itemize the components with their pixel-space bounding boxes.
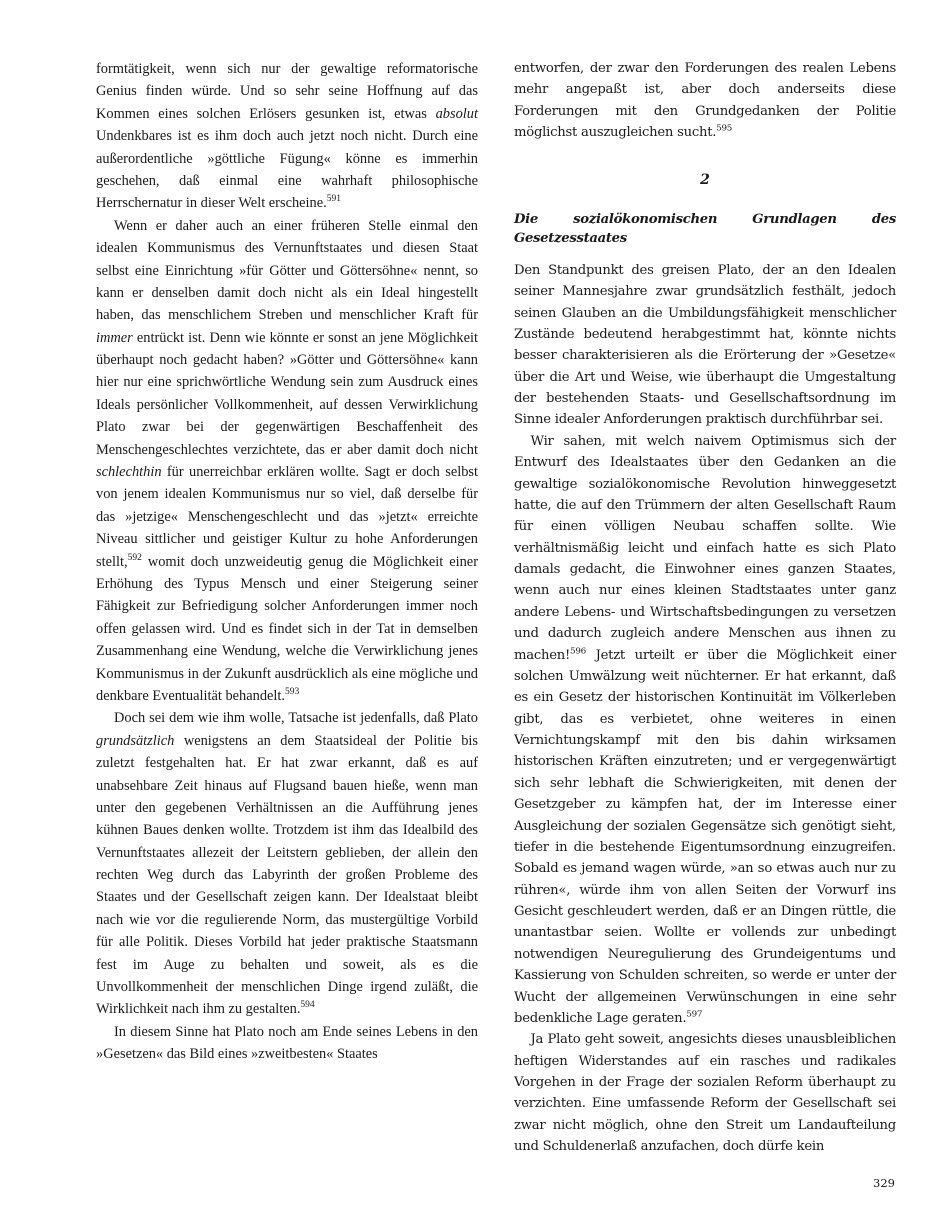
right-text-column: [514, 58, 896, 1155]
footnote-reference: 593: [285, 687, 300, 698]
section-number: 2: [700, 171, 710, 188]
section-title: Die sozialökonomischen Grundlagen des Gesetzesstaates: [514, 211, 896, 246]
two-column-text-body: [96, 58, 896, 1155]
paragraph: Wenn er daher auch an einer früheren Stelle einmal den idealen Kommunismus des Vernunftstaates und diesen Staat selbst eine Einrichtung »für Götter und Göttersöhne« nennt, so kann er denselben damit doch nicht als ein Ideal hingestellt haben, das menschlichem Streben und menschlicher Kraft für immer entrückt ist. Denn wie könnte er sonst an jene Möglichkeit überhaupt noch gedacht haben? »Götter und Göttersöhne« kann hier nur eine sprichwörtliche Wendung sein zum Ausdruck eines Ideals persönlicher Vollkommenheit, auf dessen Verwirklichung Plato zwar bei der gegenwärtigen Beschaffenheit des Menschengeschlechtes verzichtete, das er aber damit doch nicht schlechthin für unerreichbar erklären wollte. Sagt er doch selbst von jenem idealen Kommunismus nur so viel, daß derselbe für das »jetzige« Menschengeschlecht und das »jetzt« erreichte Niveau sittlicher und geistiger Kultur zu hohe Anforderungen stellt,$^{592}$ womit doch unzweideutig genug die Möglichkeit einer Erhöhung des Typus Mensch und einer Steigerung seiner Fähigkeit zur Befriedigung solcher Anforderungen immer noch offen gelassen wird. Und es findet sich in der Tat in demselben Zusammenhang eine Wendung, welche die Verwirklichung jenes Kommunismus in der Zukunft ausdrücklich als eine mögliche und denkbare Eventualität behandelt.$^{593}$: [96, 217, 478, 704]
footnote-reference: 597: [686, 1009, 703, 1020]
paragraph: Wir sahen, mit welch naivem Optimismus sich der Entwurf des Idealstaates über den Gedanken an die gewaltige sozialökonomische Revolution hinweggesetzt hatte, die auf den Trümmern der alten Gesellschaft Raum für einen völligen Neubau schaffen sollte. Wie verhältnismäßig leicht und einfach hatte es sich Plato damals gedacht, die Einwohner eines ganzen Staates, wenn auch nur eines kleinen Stadtstaates unter ganz andere Lebens- und Wirtschaftsbedingungen zu versetzen und dadurch zugleich andere Menschen aus ihnen zu machen!$^{596}$ Jetzt urteilt er über die Möglichkeit einer solchen Umwälzung weit nüchterner. Er hat erkannt, daß es ein Gesetz der historischen Kontinuität im Völkerleben gibt, das es verbietet, ohne weiteres in einen Vernichtungskampf mit den bis dahin wirksamen historischen Kräften einzutreten; und er vergegenwärtigt sich sehr lebhaft die Schwierigkeiten, mit denen der Gesetzgeber zu kämpfen hat, der im Interesse einer Ausgleichung der sozialen Gegensätze sich genötigt sieht, tiefer in die bestehende Eigentumsordnung einzugreifen. Sobald es jemand wagen würde, »an so etwas auch nur zu rühren«, würde ihm von allen Seiten der Vorwurf ins Gesicht geschleudert werden, daß er an Dingen rüttle, die unantastbar seien. Wollte er vollends zur unbedingt notwendigen Neuregulierung des Grundeigentums und Kassierung von Schulden schreiten, so werde er unter der Wucht der allgemeinen Verwünschungen in eine sehr bedenkliche Lage geraten.$^{597}$: [514, 433, 896, 1026]
paragraph: Doch sei dem wie ihm wolle, Tatsache ist jedenfalls, daß Plato grundsätzlich wenigstens an dem Staatsideal der Politie bis zuletzt festgehalten hat. Er hat zwar erkannt, daß es auf unabsehbare Zeit hinaus auf Flugsand bauen hieße, wenn man unter den gegebenen Verhältnissen an die Aufführung jenes kühnen Baues denken wollte. Trotzdem ist ihm das Idealbild des Vernunftstaates allezeit der Leitstern geblieben, der allein den rechten Weg durch das Labyrinth der großen Probleme des Staates und der Gesellschaft zeigen kann. Der Idealstaat bleibt nach wie vor die regulierende Norm, das mustergültige Vorbild für alle Politik. Dieses Vorbild hat jeder praktische Staatsmann fest im Auge zu behalten und soweit, als es die Unvollkommenheit der menschlichen Dinge irgend zuläßt, die Wirklichkeit nach ihm zu gestalten.$^{594}$: [96, 710, 478, 1018]
footnote-reference: 592: [127, 552, 142, 563]
footnote-reference: 596: [570, 646, 586, 657]
paragraph: Ja Plato geht soweit, angesichts dieses unausbleiblichen heftigen Widerstandes auf ein rasches und radikales Vorgehen in der Frage der sozialen Reform überhaupt zu verzichten. Eine umfassende Reform der Gesellschaft sei zwar nicht möglich, ohne den Streit um Landaufteilung und Schuldenerlaß anzufachen, doch dürfe kein: [514, 1032, 896, 1155]
left-text-column: [96, 58, 478, 1148]
paragraph: In diesem Sinne hat Plato noch am Ende seines Lebens in den »Gesetzen« das Bild eines »zweitbesten« Staates: [96, 1023, 478, 1063]
footnote-reference: 595: [716, 123, 733, 134]
paragraph: formtätigkeit, wenn sich nur der gewaltige reformatorische Genius finden würde. Und so sehr seine Hoffnung auf das Kommen eines solchen Erlösers gesunken ist, etwas absolut Undenkbares ist es ihm doch auch jetzt noch nicht. Durch eine außerordentliche »göttliche Fügung« könne es immerhin geschehen, daß einmal eine wahrhaft philosophische Herrschernatur in dieser Welt erscheine.$^{591}$: [96, 61, 478, 212]
paragraph: entworfen, der zwar den Forderungen des realen Lebens mehr angepaßt ist, aber doch anderseits diese Forderungen mit den Grundgedanken der Politie möglichst auszugleichen sucht.$^{595}$: [514, 61, 896, 141]
footnote-reference: 594: [300, 1000, 315, 1011]
footnote-reference: 591: [326, 194, 341, 205]
page-number: 329: [873, 1176, 895, 1190]
paragraph: Den Standpunkt des greisen Plato, der an den Idealen seiner Mannesjahre zwar grundsätzlich festhält, jedoch seinen Glauben an die Umbildungsfähigkeit menschlicher Zustände bedeutend herabgestimmt hat, könnte nichts besser charakterisieren als die Erörterung der »Gesetze« über die Art und Weise, wie überhaupt die Umgestaltung der bestehenden Staats- und Gesellschaftsordnung im Sinne idealer Anforderungen praktisch durchführbar sei.: [514, 262, 896, 428]
